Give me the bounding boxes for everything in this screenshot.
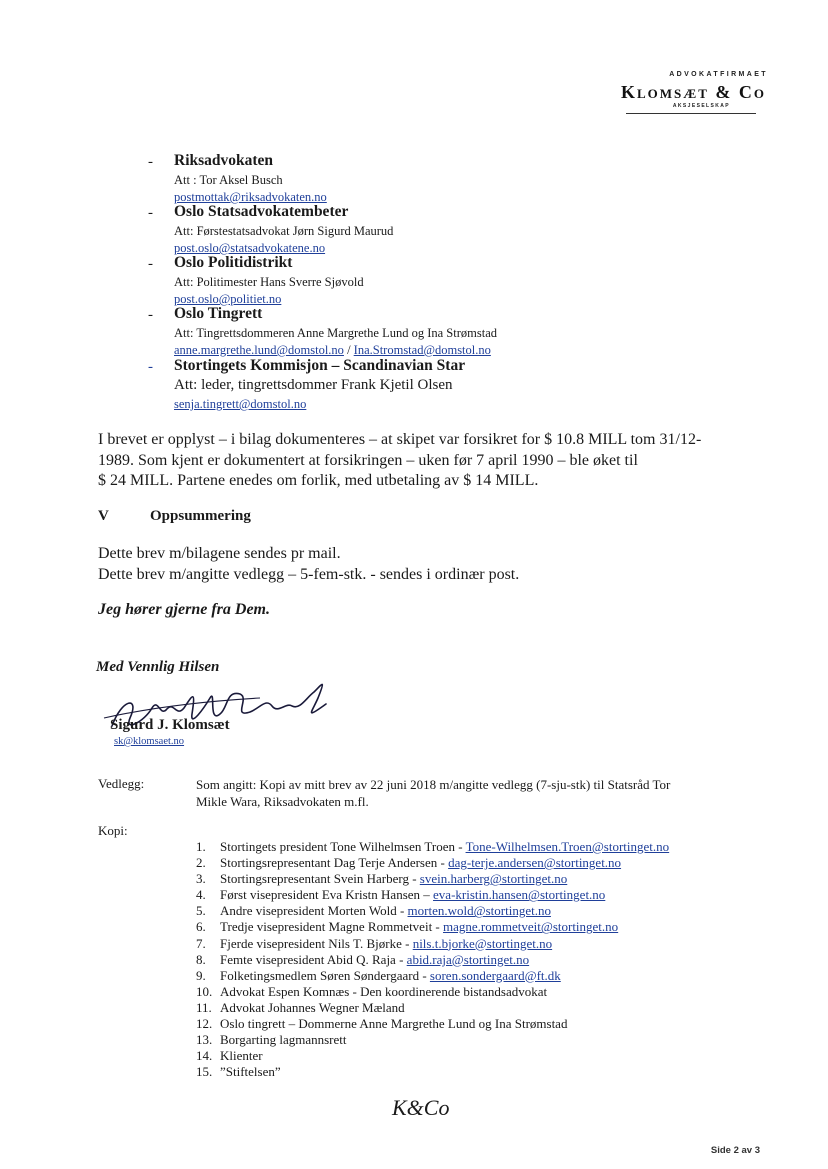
vedlegg-line: Mikle Wara, Riksadvokaten m.fl. xyxy=(196,794,369,809)
recipient-att: Att: Førstestatsadvokat Jørn Sigurd Maurud xyxy=(174,224,394,238)
recipient-email-link-2[interactable]: Ina.Stromstad@domstol.no xyxy=(353,343,491,357)
list-item: 1. Stortingets president Tone Wilhelmsen Troen - Tone-Wilhelmsen.Troen@stortinget.no xyxy=(196,839,670,854)
letterhead-rule xyxy=(626,113,756,114)
list-dash: - xyxy=(148,205,153,221)
list-item: 10. Advokat Espen Komnæs - Den koordinerende bistandsadvokat xyxy=(196,983,548,999)
list-item: 8. Femte visepresident Abid Q. Raja - abid.raja@stortinget.no xyxy=(196,951,530,967)
email-link[interactable]: svein.harberg@stortinget.no xyxy=(419,871,568,887)
vedlegg-text xyxy=(196,776,756,810)
signature-greeting: Med Vennlig Hilsen xyxy=(96,659,220,675)
list-dash: - xyxy=(148,256,153,272)
list-item: 3. Stortingsrepresentant Svein Harberg - svein.harberg@stortinget.no xyxy=(196,871,568,887)
list-item: 13. Borgarting lagmannsrett xyxy=(196,1032,347,1048)
list-item: 12. Oslo tingrett – Dommerne Anne Margrethe Lund og Ina Strømstad xyxy=(196,1016,568,1032)
body-line: I brevet er opplyst – i bilag dokumenteres – at skipet var forsikret for $ 10.8 MILL tom 31/12- xyxy=(98,431,702,448)
kopi-label: Kopi: xyxy=(98,823,128,838)
summary-line: Dette brev m/bilagene sendes pr mail. xyxy=(98,545,341,562)
list-item: 15. ”Stiftelsen” xyxy=(196,1064,281,1080)
recipient-att: Att: Tingrettsdommeren Anne Margrethe Lund og Ina Strømstad xyxy=(174,326,497,340)
email-link[interactable]: Tone-Wilhelmsen.Troen@stortinget.no xyxy=(465,839,670,854)
recipient-name: Stortingets Kommisjon – Scandinavian Star xyxy=(174,357,466,374)
letterhead-sub-line: AKSJESELSKAP xyxy=(672,103,730,109)
recipient-name: Oslo Tingrett xyxy=(174,305,263,322)
section-title: Oppsummering xyxy=(150,508,251,524)
recipient-att: Att: leder, tingrettsdommer Frank Kjetil Olsen xyxy=(174,377,453,393)
summary-paragraph xyxy=(98,544,748,585)
closing-line: Jeg hører gjerne fra Dem. xyxy=(98,601,270,618)
body-line: $ 24 MILL. Partene enedes om forlik, med utbetaling av $ 14 MILL. xyxy=(98,472,539,489)
vedlegg-line: Som angitt: Kopi av mitt brev av 22 juni 2018 m/angitte vedlegg (7-sju-stk) til Statsråd Tor xyxy=(196,777,671,792)
signature-email-link[interactable]: sk@klomsaet.no xyxy=(114,736,185,747)
email-link[interactable]: soren.sondergaard@ft.dk xyxy=(429,967,561,983)
list-dash: - xyxy=(148,307,153,323)
section-heading xyxy=(98,508,251,525)
recipient-email-link[interactable]: post.oslo@politiet.no xyxy=(174,292,282,306)
letterhead-top-line: ADVOKATFIRMAET xyxy=(669,71,768,78)
list-item: 7. Fjerde visepresident Nils T. Bjørke - nils.t.bjorke@stortinget.no xyxy=(196,935,553,951)
body-line: 1989. Som kjent er dokumentert at forsikringen – uken før 7 april 1990 – ble øket til xyxy=(98,451,638,469)
email-link[interactable]: magne.rommetveit@stortinget.no xyxy=(443,919,619,935)
recipient-emails xyxy=(174,343,491,358)
summary-line: Dette brev m/angitte vedlegg – 5-fem-stk. - sendes i ordinær post. xyxy=(98,565,520,583)
recipient-name: Riksadvokaten xyxy=(174,152,274,169)
email-separator: / xyxy=(343,343,354,357)
recipient-att: Att : Tor Aksel Busch xyxy=(174,173,283,187)
email-link[interactable]: nils.t.bjorke@stortinget.no xyxy=(412,935,553,951)
page-number: Side 2 av 3 xyxy=(710,1145,760,1156)
recipient-name: Oslo Politidistrikt xyxy=(174,254,293,271)
vedlegg-label: Vedlegg: xyxy=(98,776,145,791)
kopi-list xyxy=(196,839,796,1080)
list-item: 2. Stortingsrepresentant Dag Terje Andersen - dag-terje.andersen@stortinget.no xyxy=(196,855,622,871)
footer-monogram-logo: K&Co xyxy=(392,1095,450,1120)
body-paragraph xyxy=(98,430,748,492)
recipient-name: Oslo Statsadvokatembeter xyxy=(174,203,349,220)
list-dash: - xyxy=(148,359,153,375)
list-item: 11. Advokat Johannes Wegner Mæland xyxy=(196,999,405,1015)
list-item: 5. Andre visepresident Morten Wold - morten.wold@stortinget.no xyxy=(196,903,551,919)
recipient-email-link[interactable]: senja.tingrett@domstol.no xyxy=(174,397,307,411)
list-dash: - xyxy=(148,154,153,170)
email-link[interactable]: abid.raja@stortinget.no xyxy=(406,951,530,967)
list-item: 9. Folketingsmedlem Søren Søndergaard - soren.sondergaard@ft.dk xyxy=(196,967,561,983)
email-link[interactable]: dag-terje.andersen@stortinget.no xyxy=(448,855,622,871)
recipient-email-link[interactable]: anne.margrethe.lund@domstol.no xyxy=(174,343,344,357)
list-item: 14. Klienter xyxy=(196,1048,263,1064)
section-number: V xyxy=(98,508,109,524)
recipient-email-link[interactable]: postmottak@riksadvokaten.no xyxy=(174,190,327,204)
recipient-att: Att: Politimester Hans Sverre Sjøvold xyxy=(174,275,364,289)
email-link[interactable]: morten.wold@stortinget.no xyxy=(407,903,551,919)
list-item: 4. Først visepresident Eva Kristn Hansen – eva-kristin.hansen@stortinget.no xyxy=(196,887,606,903)
letterhead-firm-name: Klomsæt & Co xyxy=(620,82,766,102)
email-link[interactable]: eva-kristin.hansen@stortinget.no xyxy=(433,887,606,903)
list-item: 6. Tredje visepresident Magne Rommetveit - magne.rommetveit@stortinget.no xyxy=(196,919,619,935)
signature-name: Sigurd J. Klomsæt xyxy=(110,717,230,733)
recipient-email-link[interactable]: post.oslo@statsadvokatene.no xyxy=(174,241,326,255)
